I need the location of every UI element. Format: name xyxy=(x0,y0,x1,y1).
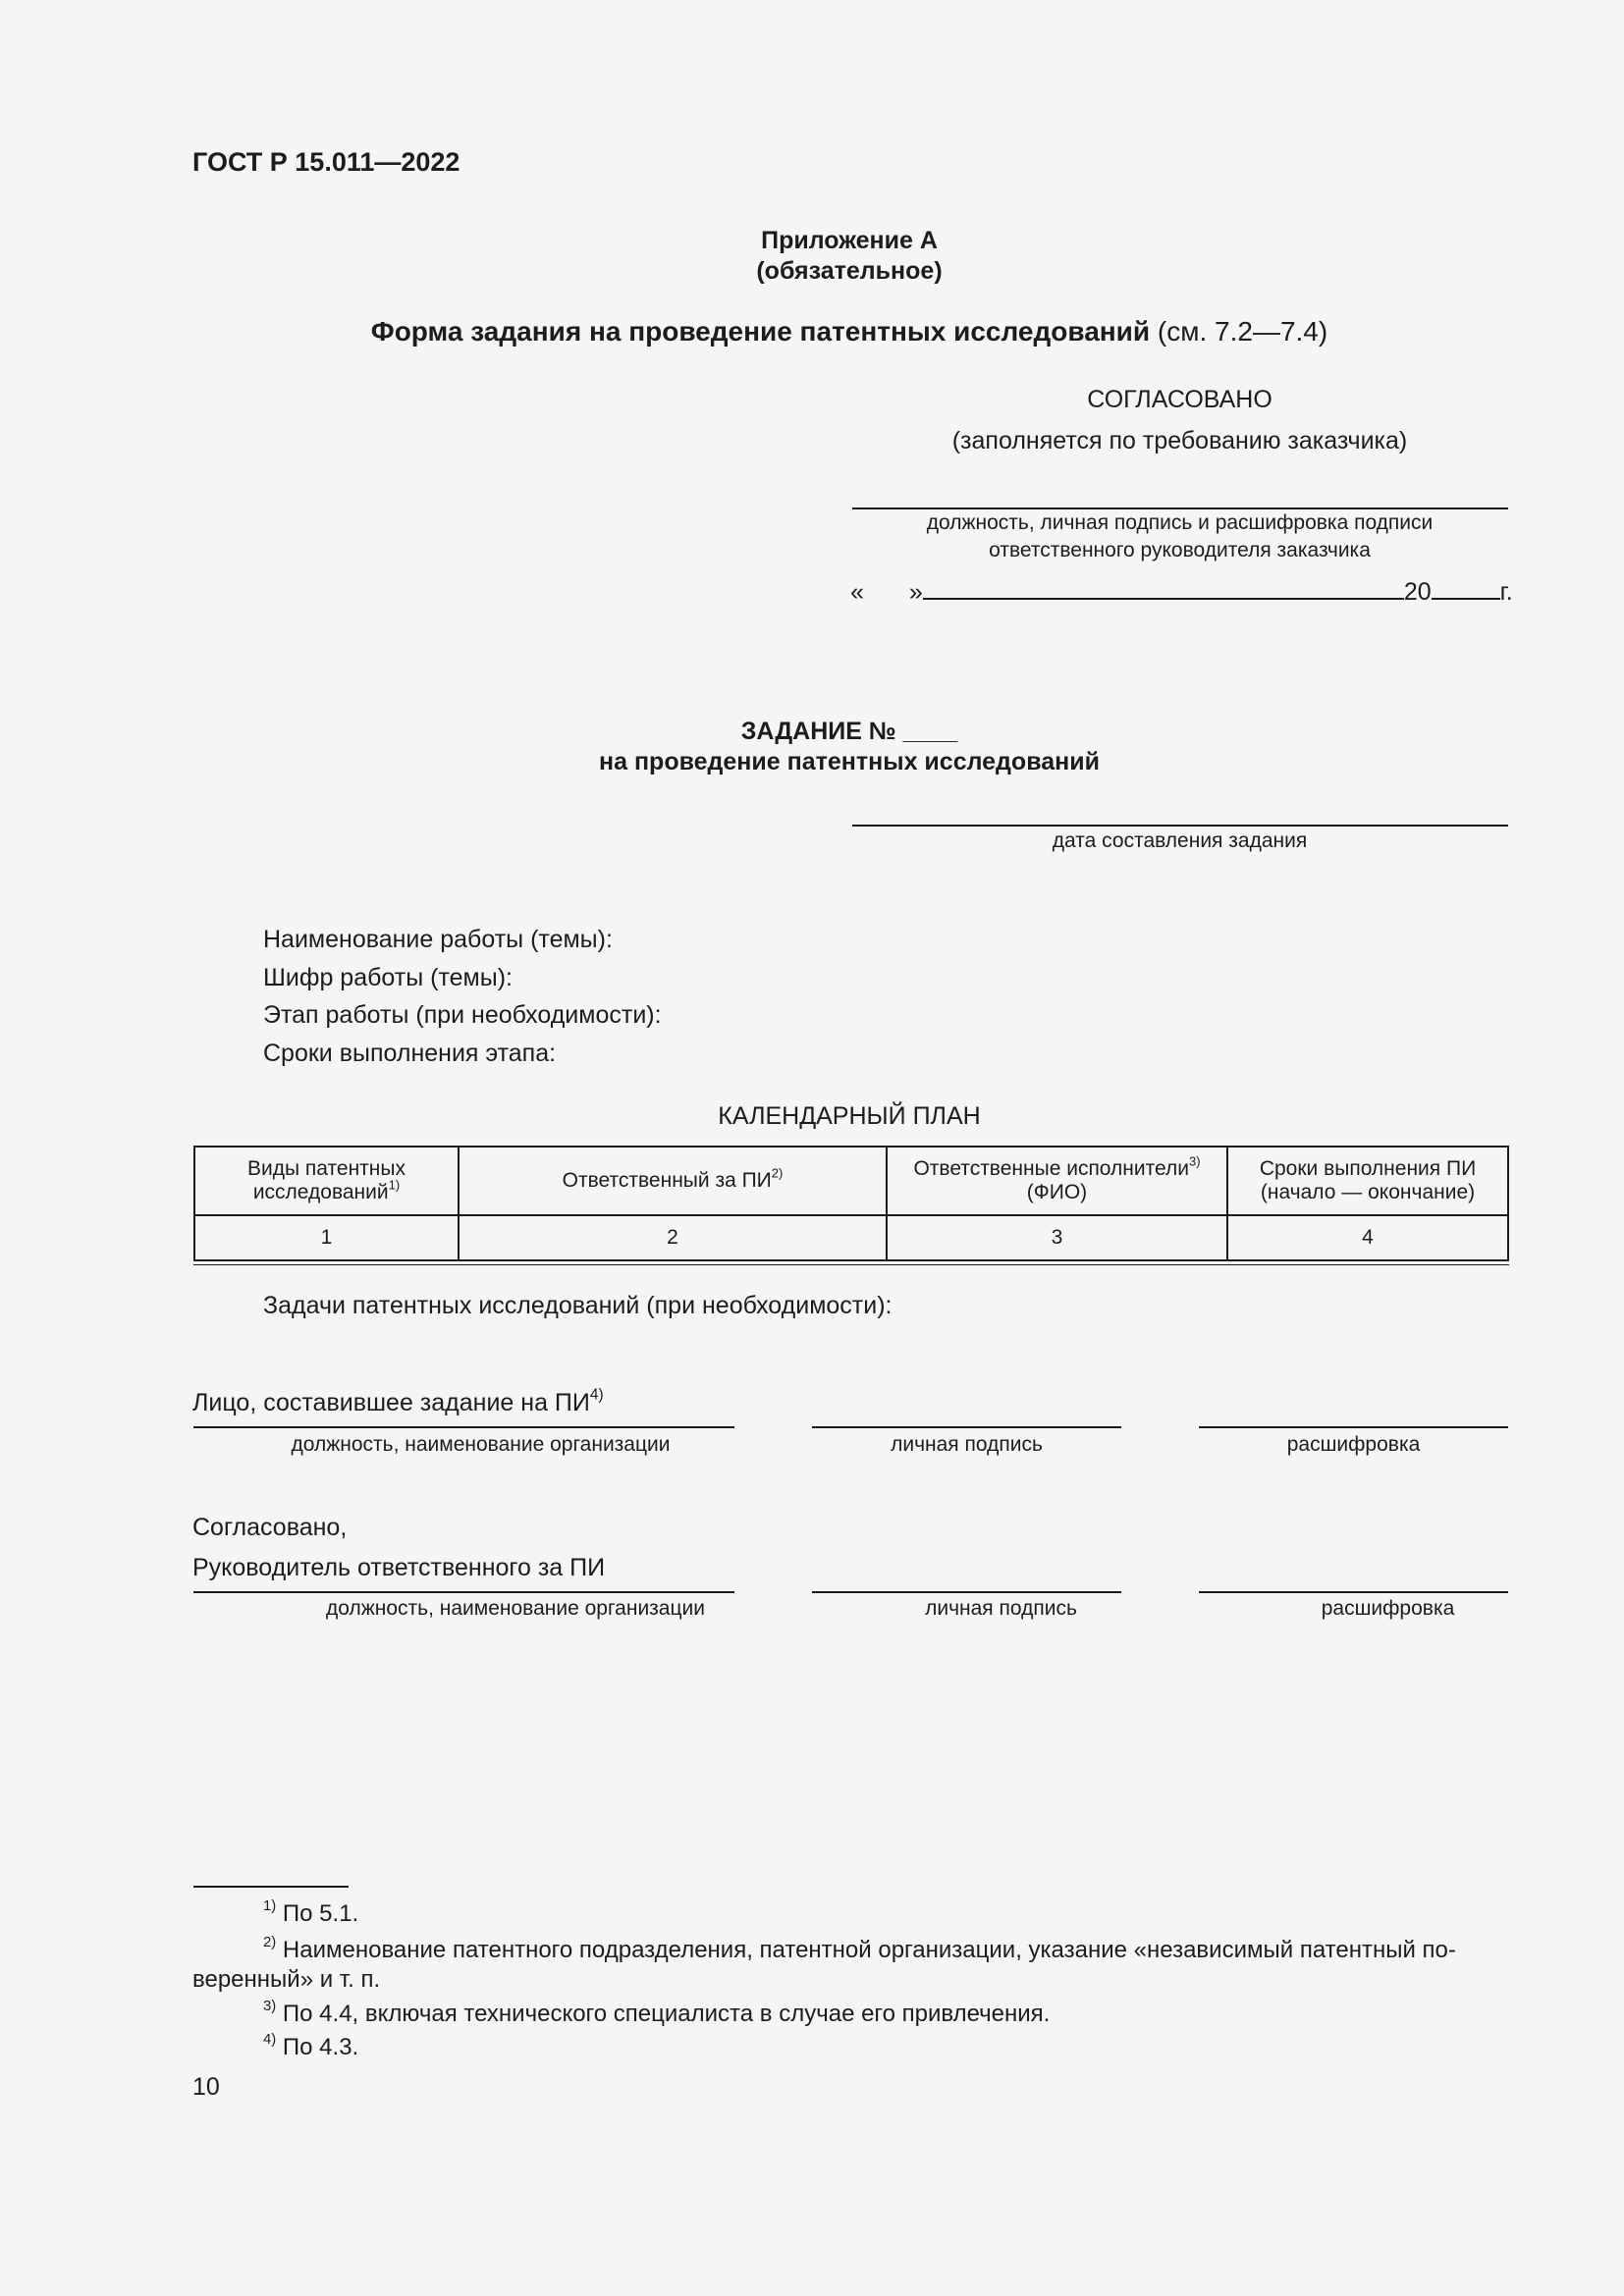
agreed-label: Согласовано, xyxy=(192,1514,348,1541)
approval-title: СОГЛАСОВАНО xyxy=(1087,386,1272,413)
footnote-2-continuation: веренный» и т. п. xyxy=(192,1966,381,1993)
column-number: 2 xyxy=(459,1215,887,1260)
task-title: ЗАДАНИЕ № ____ xyxy=(740,718,958,745)
footnote-2 xyxy=(263,1935,1456,1965)
field-work-name: Наименование работы (темы): xyxy=(263,926,613,953)
column-number: 1 xyxy=(194,1215,459,1260)
footnote-ref: 1) xyxy=(388,1177,401,1193)
appendix-status: (обязательное) xyxy=(756,257,943,285)
column-header-line: Сроки выполнения ПИ xyxy=(1259,1157,1477,1180)
head-position-caption: должность, наименование организации xyxy=(326,1597,705,1620)
head-label: Руководитель ответственного за ПИ xyxy=(192,1554,606,1581)
compiler-label-text: Лицо, составившее задание на ПИ xyxy=(192,1389,590,1416)
compiler-position-line xyxy=(193,1426,734,1428)
date-close-quote: » xyxy=(908,578,923,606)
column-header-line: (ФИО) xyxy=(1026,1181,1088,1203)
compiler-position-caption: должность, наименование организации xyxy=(291,1433,671,1456)
calendar-plan-title: КАЛЕНДАРНЫЙ ПЛАН xyxy=(718,1102,981,1130)
field-work-stage: Этап работы (при необходимости): xyxy=(263,1001,662,1029)
date-open-quote: « xyxy=(850,578,864,606)
head-decoding-line xyxy=(1199,1591,1508,1593)
tasks-label: Задачи патентных исследований (при необходимости): xyxy=(263,1292,893,1319)
footnote-1 xyxy=(263,1898,358,1929)
column-header-text: Ответственный за ПИ xyxy=(562,1169,772,1192)
head-signature-line xyxy=(812,1591,1121,1593)
compiler-decoding-line xyxy=(1199,1426,1508,1428)
column-header-text: исследований xyxy=(252,1181,389,1203)
footnote-ref: 3) xyxy=(1188,1153,1201,1169)
table-bottom-rule xyxy=(193,1264,1509,1265)
compiler-label xyxy=(192,1386,604,1417)
column-number: 4 xyxy=(1227,1215,1508,1260)
column-header-terms xyxy=(1227,1147,1508,1215)
footnote-text: По 5.1. xyxy=(282,1900,359,1927)
date-year-blank xyxy=(1432,574,1500,600)
footnote-ref: 2) xyxy=(771,1165,784,1181)
head-signature-caption: личная подпись xyxy=(925,1597,1077,1620)
footnote-ref: 4) xyxy=(589,1386,604,1404)
compiler-signature-line xyxy=(812,1426,1121,1428)
footnote-3 xyxy=(263,1999,1050,2029)
form-title xyxy=(0,316,1624,347)
approval-signature-caption xyxy=(852,509,1507,564)
date-year-suffix: г. xyxy=(1499,578,1513,606)
column-header-line xyxy=(888,1153,1226,1181)
column-number: 3 xyxy=(887,1215,1227,1260)
column-header-line xyxy=(195,1177,458,1204)
appendix-heading xyxy=(0,226,1624,287)
footnote-mark: 3) xyxy=(263,1998,277,2014)
footnote-4 xyxy=(263,2032,358,2062)
task-heading xyxy=(0,717,1624,777)
compiler-signature-caption: личная подпись xyxy=(891,1433,1043,1456)
compiler-decoding-caption: расшифровка xyxy=(1286,1433,1421,1456)
column-header-responsible xyxy=(459,1147,887,1215)
footnote-text: По 4.3. xyxy=(282,2034,359,2060)
footnote-mark: 2) xyxy=(263,1934,277,1950)
head-position-line xyxy=(193,1591,734,1593)
date-month-blank xyxy=(923,574,1404,600)
footnote-text: По 4.4, включая технического специалиста в случае его привлечения. xyxy=(282,2001,1051,2027)
form-title-main: Форма задания на проведение патентных исследований xyxy=(370,316,1151,347)
task-date-caption: дата составления задания xyxy=(1052,829,1308,852)
work-fields xyxy=(263,921,662,1072)
form-title-ref: (см. 7.2—7.4) xyxy=(1157,316,1328,347)
standard-code: ГОСТ Р 15.011—2022 xyxy=(192,147,460,177)
task-date-line xyxy=(852,825,1508,827)
table-row xyxy=(194,1215,1508,1260)
column-header-text: Ответственные исполнители xyxy=(913,1157,1189,1180)
field-work-code: Шифр работы (темы): xyxy=(263,963,513,991)
field-stage-terms: Сроки выполнения этапа: xyxy=(263,1039,557,1067)
appendix-title: Приложение А xyxy=(761,227,938,254)
approval-date-line xyxy=(850,574,1513,607)
date-year-prefix: 20 xyxy=(1403,578,1432,606)
footnote-mark: 1) xyxy=(263,1897,277,1914)
column-header-line: (начало — окончание) xyxy=(1260,1181,1476,1203)
table-header-row xyxy=(194,1147,1508,1215)
calendar-plan-table xyxy=(193,1146,1509,1261)
approval-note: (заполняется по требованию заказчика) xyxy=(951,427,1408,454)
page-number: 10 xyxy=(192,2073,220,2101)
footnote-rule xyxy=(193,1886,349,1888)
column-header-research-types xyxy=(194,1147,459,1215)
task-subtitle: на проведение патентных исследований xyxy=(599,748,1100,775)
footnote-text: Наименование патентного подразделения, патентной организации, указание «независимый патентный по- xyxy=(282,1937,1456,1963)
footnote-mark: 4) xyxy=(263,2031,277,2048)
head-decoding-caption: расшифровка xyxy=(1321,1597,1455,1620)
approval-caption-line-1: должность, личная подпись и расшифровка подписи xyxy=(926,511,1434,534)
approval-caption-line-2: ответственного руководителя заказчика xyxy=(989,539,1371,561)
column-header-executors xyxy=(887,1147,1227,1215)
column-header-line: Виды патентных xyxy=(247,1157,406,1180)
